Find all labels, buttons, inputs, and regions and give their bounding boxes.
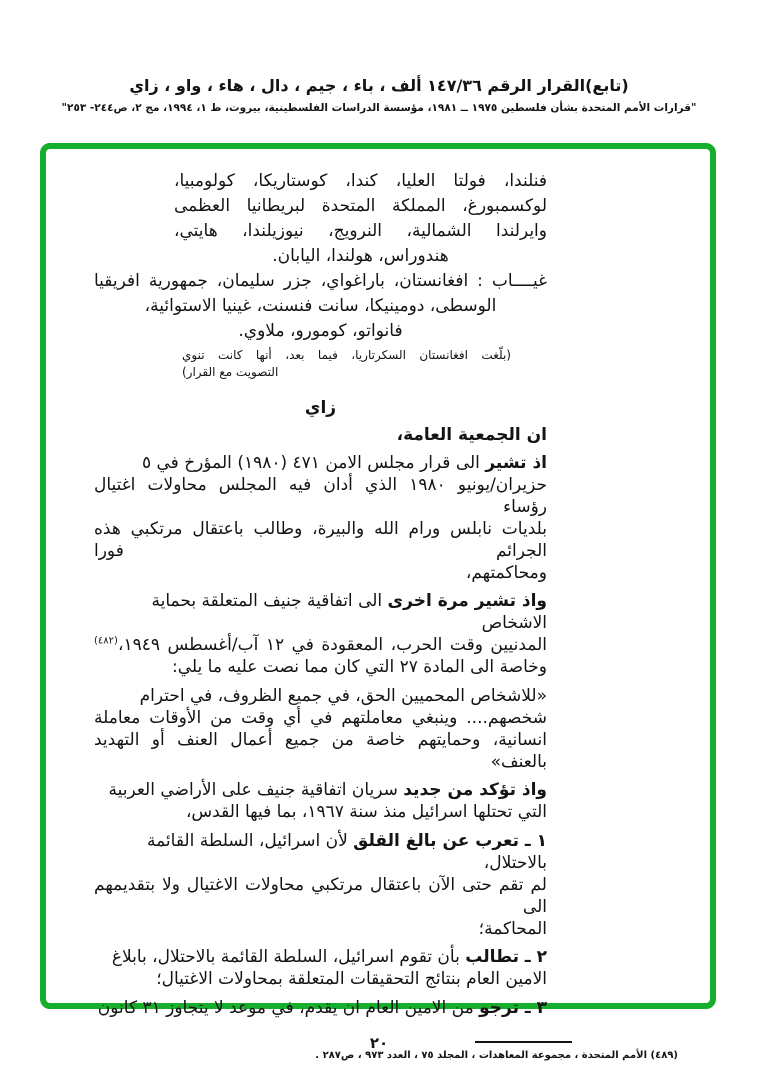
paragraph-line: التي تحتلها اسرائيل منذ سنة ١٩٦٧، بما فيها القدس، <box>185 802 547 822</box>
footnote-reference: (٤٨٢) <box>94 635 118 647</box>
against-list-line: وايرلندا الشمالية، النرويج، نيوزيلندا، هايتي، <box>174 221 547 241</box>
section-letter-heading: زاي <box>304 398 337 418</box>
paragraph-text: الى اتفاقية جنيف المتعلقة بحماية الاشخاص <box>151 591 547 633</box>
assembly-opening-line: ان الجمعية العامة، <box>396 425 547 445</box>
paragraph-text: لأن اسرائيل، السلطة القائمة بالاحتلال، <box>146 831 547 873</box>
operative-paragraph-2 <box>94 946 547 990</box>
secretariat-note <box>182 347 511 381</box>
secretariat-note-line: (بلّغت افغانستان السكرتاريا، فيما بعد، أنها كانت تنوي <box>182 348 511 362</box>
paragraph-line: لم تقم حتى الآن باعتقال مرتكبي محاولات الاغتيال ولا بتقديمهم الى <box>94 875 547 917</box>
paragraph-lead: اذ تشير <box>485 453 547 473</box>
paragraph-lead: ١ ـ تعرب عن بالغ القلق <box>353 831 547 851</box>
preamble-paragraph-1 <box>94 452 547 584</box>
secretariat-note-line: التصويت مع القرار) <box>182 365 279 379</box>
paragraph-line: المحاكمة؛ <box>478 919 547 939</box>
paragraph-line: بلديات نابلس ورام الله والبيرة، وطالب باعتقال مرتكبي هذه الجرائم فورا <box>94 519 547 561</box>
paragraph-text: المدنيين وقت الحرب، المعقودة في ١٢ آب/أغسطس ١٩٤٩، <box>117 635 547 655</box>
against-list-line: لوكسمبورغ، المملكة المتحدة لبريطانيا العظمى <box>174 196 547 216</box>
paragraph-lead: واذ تشير مرة اخرى <box>387 591 547 611</box>
paragraph-line <box>94 634 547 656</box>
paragraph-lead: واذ تؤكد من جديد <box>403 780 547 800</box>
absent-line: الوسطى، دومينيكا، سانت فنسنت، غينيا الاستوائية، <box>144 296 497 316</box>
paragraph-line <box>94 830 547 874</box>
operative-paragraph-1 <box>94 830 547 940</box>
preamble-paragraph-2 <box>94 590 547 678</box>
absent-line: غيــــاب : افغانستان، باراغواي، جزر سليمان، جمهورية افريقيا <box>94 271 547 291</box>
against-list-line: فنلندا، فولتا العليا، كندا، كوستاريكا، كولومبيا، <box>174 171 547 191</box>
paragraph-line: الامين العام بنتائج التحقيقات المتعلقة بمحاولات الاغتيال؛ <box>156 969 547 989</box>
paragraph-lead: ٣ ـ ترجو <box>479 998 547 1018</box>
paragraph-line <box>94 946 547 968</box>
paragraph-line: ومحاكمتهم، <box>465 563 547 583</box>
source-citation: "قرارات الأمم المتحدة بشأن فلسطين ١٩٧٥ ــ ١٩٨١، مؤسسة الدراسات الفلسطينية، بيروت، ط ١، ١٩٩٤، مج ٢، ص٢٤٤- ٢٥٣" <box>61 102 697 114</box>
paragraph-line <box>94 997 547 1019</box>
against-list-continuation <box>174 169 547 269</box>
paragraph-lead: ٢ ـ تطالب <box>465 947 547 967</box>
paragraph-line: وخاصة الى المادة ٢٧ التي كان مما نصت عليه ما يلي: <box>171 657 547 677</box>
paragraph-text: الى قرار مجلس الامن ٤٧١ (١٩٨٠) المؤرخ في ٥ <box>141 453 486 473</box>
page-header <box>0 76 758 115</box>
paragraph-line <box>94 779 547 801</box>
geneva-article-quotation <box>94 685 547 773</box>
quotation-line: انسانية، وحمايتهم خاصة من جميع أعمال العنف أو التهديد بالعنف» <box>94 730 547 772</box>
quotation-line: «للاشخاص المحميين الحق، في جميع الظروف، في احترام <box>139 686 547 706</box>
paragraph-text: سريان اتفاقية جنيف على الأراضي العربية <box>108 780 404 800</box>
operative-paragraph-3 <box>94 997 547 1019</box>
preamble-paragraph-3 <box>94 779 547 823</box>
paragraph-line: حزيران/يونيو ١٩٨٠ الذي أدان فيه المجلس محاولات اغتيال رؤساء <box>94 475 548 517</box>
quotation-line: شخصهم.... وينبغي معاملتهم في أي وقت من الأوقات معاملة <box>94 708 547 728</box>
page-number: ٢٠ <box>369 1034 389 1052</box>
absent-entry <box>94 269 547 344</box>
resolution-title: (تابع)القرار الرقم ١٤٧/٣٦ ألف ، باء ، جيم ، دال ، هاء ، واو ، زاي <box>129 76 629 95</box>
paragraph-text: بأن تقوم اسرائيل، السلطة القائمة بالاحتلال، بابلاغ <box>111 947 466 967</box>
paragraph-text: من الامين العام ان يقدم، في موعد لا يتجاوز ٣١ كانون <box>97 998 480 1018</box>
footnote-text: (٤٨٩) الأمم المتحدة ، مجموعة المعاهدات ، المجلد ٧٥ ، العدد ٩٧٣ ، ص٢٨٧ . <box>315 1050 678 1061</box>
absent-line: فانواتو، كومورو، ملاوي. <box>238 321 403 341</box>
against-list-line: هندوراس، هولندا، اليابان. <box>272 246 449 266</box>
paragraph-line <box>94 590 547 634</box>
paragraph-line <box>94 452 547 474</box>
